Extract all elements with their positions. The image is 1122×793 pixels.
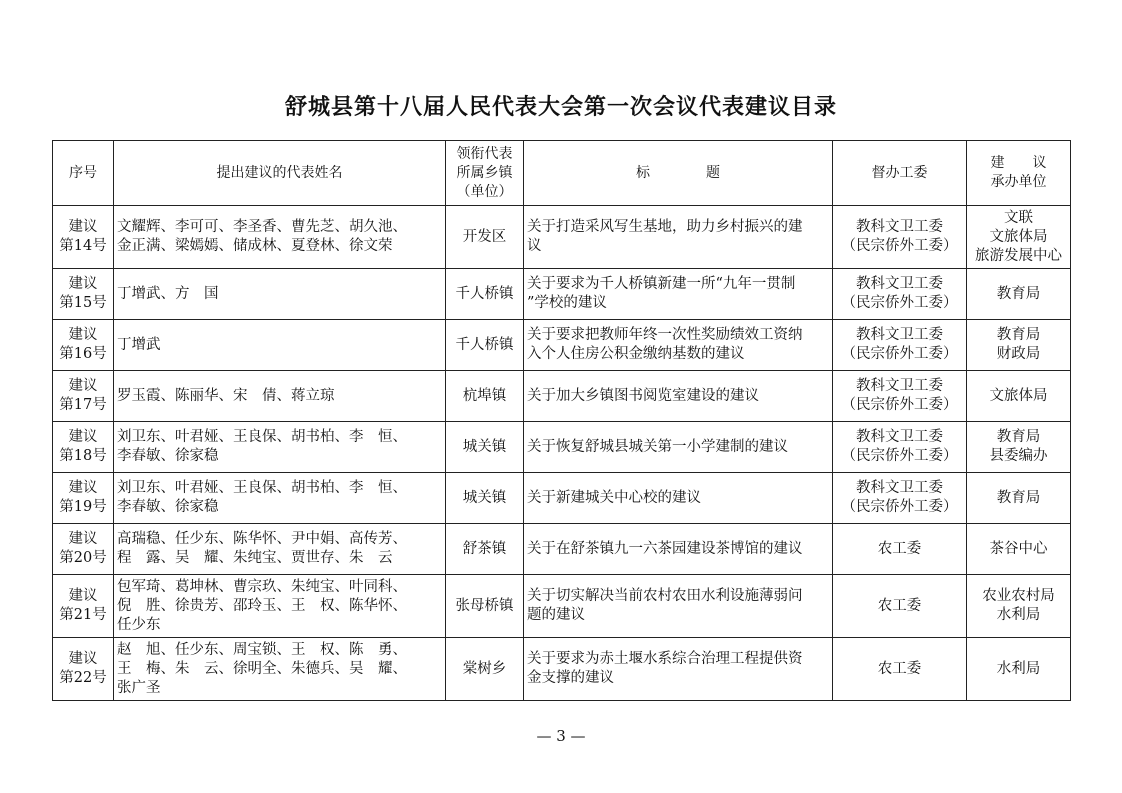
proposal-title: 关于要求为千人桥镇新建一所“九年一贯制 ”学校的建议	[524, 269, 833, 320]
handling-unit: 教育局 县委编办	[967, 422, 1071, 473]
table-row	[53, 371, 1071, 422]
header-title: 标 题	[524, 141, 833, 206]
row-number: 建议 第19号	[53, 473, 114, 524]
table-row	[53, 320, 1071, 371]
table-row	[53, 269, 1071, 320]
header-row	[53, 141, 1071, 206]
lead-town: 杭埠镇	[446, 371, 524, 422]
handling-unit: 文旅体局	[967, 371, 1071, 422]
row-number: 建议 第14号	[53, 206, 114, 269]
handling-unit: 茶谷中心	[967, 524, 1071, 575]
table-row	[53, 524, 1071, 575]
representative-names: 丁增武	[114, 320, 446, 371]
header-supervisor: 督办工委	[833, 141, 967, 206]
representative-names: 刘卫东、叶君娅、王良保、胡书柏、李 恒、 李春敏、徐家稳	[114, 473, 446, 524]
representative-names: 丁增武、方 国	[114, 269, 446, 320]
proposal-title: 关于恢复舒城县城关第一小学建制的建议	[524, 422, 833, 473]
lead-town: 千人桥镇	[446, 269, 524, 320]
representative-names: 高瑞稳、任少东、陈华怀、尹中娟、高传芳、 程 露、吴 耀、朱纯宝、贾世存、朱 云	[114, 524, 446, 575]
handling-unit: 教育局	[967, 473, 1071, 524]
representative-names: 赵 旭、任少东、周宝锁、王 权、陈 勇、 王 梅、朱 云、徐明全、朱德兵、吴 耀、 张广圣	[114, 638, 446, 701]
lead-town: 棠树乡	[446, 638, 524, 701]
proposal-title: 关于加大乡镇图书阅览室建设的建议	[524, 371, 833, 422]
handling-unit: 教育局 财政局	[967, 320, 1071, 371]
representative-names: 罗玉霞、陈丽华、宋 倩、蒋立琼	[114, 371, 446, 422]
proposal-title: 关于在舒茶镇九一六茶园建设茶博馆的建议	[524, 524, 833, 575]
row-number: 建议 第16号	[53, 320, 114, 371]
row-number: 建议 第22号	[53, 638, 114, 701]
table-row	[53, 422, 1071, 473]
supervising-committee: 教科文卫工委 （民宗侨外工委）	[833, 473, 967, 524]
supervising-committee: 教科文卫工委 （民宗侨外工委）	[833, 269, 967, 320]
supervising-committee: 教科文卫工委 （民宗侨外工委）	[833, 371, 967, 422]
handling-unit: 文联 文旅体局 旅游发展中心	[967, 206, 1071, 269]
header-town: 领衔代表 所属乡镇 （单位）	[446, 141, 524, 206]
header-no: 序号	[53, 141, 114, 206]
representative-names: 文耀辉、李可可、李圣香、曹先芝、胡久池、 金正满、梁嫣嫣、储成林、夏登林、徐文荣	[114, 206, 446, 269]
supervising-committee: 教科文卫工委 （民宗侨外工委）	[833, 320, 967, 371]
supervising-committee: 教科文卫工委 （民宗侨外工委）	[833, 206, 967, 269]
proposal-title: 关于新建城关中心校的建议	[524, 473, 833, 524]
lead-town: 开发区	[446, 206, 524, 269]
supervising-committee: 农工委	[833, 638, 967, 701]
row-number: 建议 第18号	[53, 422, 114, 473]
header-unit: 建 议 承办单位	[967, 141, 1071, 206]
lead-town: 城关镇	[446, 473, 524, 524]
supervising-committee: 教科文卫工委 （民宗侨外工委）	[833, 422, 967, 473]
handling-unit: 教育局	[967, 269, 1071, 320]
table-row	[53, 206, 1071, 269]
lead-town: 张母桥镇	[446, 575, 524, 638]
proposal-title: 关于要求为赤土堰水系综合治理工程提供资 金支撑的建议	[524, 638, 833, 701]
representative-names: 刘卫东、叶君娅、王良保、胡书柏、李 恒、 李春敏、徐家稳	[114, 422, 446, 473]
row-number: 建议 第21号	[53, 575, 114, 638]
proposal-title: 关于切实解决当前农村农田水利设施薄弱问 题的建议	[524, 575, 833, 638]
proposal-title: 关于打造采风写生基地，助力乡村振兴的建 议	[524, 206, 833, 269]
table-body	[53, 206, 1071, 701]
handling-unit: 农业农村局 水利局	[967, 575, 1071, 638]
lead-town: 舒茶镇	[446, 524, 524, 575]
table-row	[53, 473, 1071, 524]
header-names: 提出建议的代表姓名	[114, 141, 446, 206]
representative-names: 包军琦、葛坤林、曹宗玖、朱纯宝、叶同科、 倪 胜、徐贵芳、邵玲玉、王 权、陈华怀、 任少东	[114, 575, 446, 638]
proposal-title: 关于要求把教师年终一次性奖励绩效工资纳 入个人住房公积金缴纳基数的建议	[524, 320, 833, 371]
lead-town: 城关镇	[446, 422, 524, 473]
table-row	[53, 638, 1071, 701]
handling-unit: 水利局	[967, 638, 1071, 701]
table-row	[53, 575, 1071, 638]
document-title: 舒城县第十八届人民代表大会第一次会议代表建议目录	[284, 94, 837, 120]
supervising-committee: 农工委	[833, 575, 967, 638]
page-number: — 3 —	[536, 727, 586, 745]
supervising-committee: 农工委	[833, 524, 967, 575]
row-number: 建议 第20号	[53, 524, 114, 575]
row-number: 建议 第15号	[53, 269, 114, 320]
proposal-table	[52, 140, 1071, 701]
lead-town: 千人桥镇	[446, 320, 524, 371]
row-number: 建议 第17号	[53, 371, 114, 422]
